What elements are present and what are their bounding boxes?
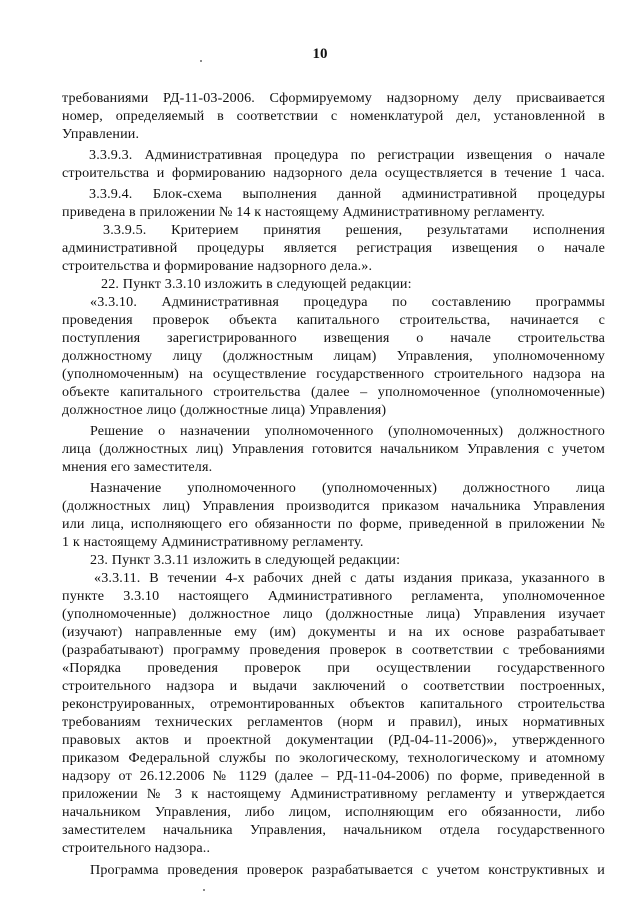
text-line: 22. Пункт 3.3.10 изложить в следующей редакции:: [101, 276, 412, 292]
text-line: административной процедуры является регистрация извещения о начале: [62, 240, 605, 256]
text-line: строительства и формированию надзорного дела осуществляется в течение 1 часа.: [62, 165, 605, 181]
text-line: строительства и формирование надзорного дела.».: [62, 258, 373, 274]
text-line: 1 к настоящему Административному регламенту.: [62, 534, 364, 550]
text-line: «Порядка проведения проверок при осуществлении государственного: [62, 660, 605, 676]
text-line: надзору от 26.12.2006 № 1129 (далее – РД-11-04-2006) по форме, приведенной в: [62, 768, 605, 784]
scan-speck: [200, 60, 202, 62]
text-line: 23. Пункт 3.3.11 изложить в следующей редакции:: [90, 552, 401, 568]
text-line: пункте 3.3.10 настоящего Административного регламента, уполномоченное: [62, 588, 605, 604]
text-line: Управлении.: [62, 126, 140, 142]
text-line: строительного надзора и выдачи заключений о соответствии построенных,: [62, 678, 605, 694]
scan-speck: [203, 889, 205, 891]
text-line: приложении № 3 к настоящему Административному регламенту и утверждается: [62, 786, 605, 802]
text-line: приведена в приложении № 14 к настоящему Административному регламенту.: [62, 204, 545, 220]
text-line: номер, определяемый в соответствии с номенклатурой дел, установленной в: [62, 108, 605, 124]
text-line: «3.3.11. В течении 4-х рабочих дней с даты издания приказа, указанного в: [94, 570, 605, 586]
text-line: 3.3.9.5. Критерием принятия решения, результатами исполнения: [103, 222, 605, 238]
text-line: проведения проверок объекта капитального строительства, начинается с: [62, 312, 605, 328]
text-line: Назначение уполномоченного (уполномоченных) должностного лица: [90, 480, 605, 496]
text-line: требованиям технических регламентов (норм и правил), иных нормативных: [62, 714, 605, 730]
text-line: поступления зарегистрированного извещения о начале строительства: [62, 330, 605, 346]
text-line: объекте капитального строительства (далее – уполномоченное (уполномоченные): [62, 384, 605, 400]
text-line: правовых актов и проектной документации (РД-04-11-2006)», утвержденного: [62, 732, 605, 748]
text-line: или лица, исполняющего его обязанности по форме, приведенной в приложении №: [62, 516, 605, 532]
text-line: должностному лицу (должностным лицам) Управления, уполномоченному: [62, 348, 605, 364]
text-line: (уполномоченным) на осуществление государственного строительного надзора на: [62, 366, 605, 382]
text-line: 3.3.9.4. Блок-схема выполнения данной административной процедуры: [89, 186, 605, 202]
text-line: строительного надзора..: [62, 840, 211, 856]
text-line: приказом Федеральной службы по экологическому, технологическому и атомному: [62, 750, 605, 766]
text-line: Программа проведения проверок разрабатывается с учетом конструктивных и: [90, 862, 605, 878]
page-number: 10: [312, 46, 328, 62]
text-line: Решение о назначении уполномоченного (уполномоченных) должностного: [90, 423, 605, 439]
text-line: «3.3.10. Административная процедура по составлению программы: [90, 294, 605, 310]
text-line: требованиями РД-11-03-2006. Сформируемому надзорному делу присваивается: [62, 90, 605, 106]
text-line: должностное лицо (должностные лица) Управления): [62, 402, 387, 418]
text-line: (изучают) направленные ему (им) документы и на их основе разрабатывает: [62, 624, 605, 640]
text-line: 3.3.9.3. Административная процедура по регистрации извещения о начале: [89, 147, 605, 163]
text-line: (должностных лиц) Управления производится приказом начальника Управления: [62, 498, 605, 514]
text-line: лица (должностных лиц) Управления готовится начальником Управления с учетом: [62, 441, 605, 457]
text-line: мнения его заместителя.: [62, 459, 213, 475]
text-line: заместителем начальника Управления, начальником отдела государственного: [62, 822, 605, 838]
text-line: (уполномоченные) должностное лицо (должностные лица) Управления изучает: [62, 606, 605, 622]
text-line: (разрабатывают) программу проведения проверок в соответствии с требованиями: [62, 642, 605, 658]
text-line: реконструированных, отремонтированных объектов капитального строительства: [62, 696, 605, 712]
text-line: начальником Управления, либо лицом, исполняющим его обязанности, либо: [62, 804, 605, 820]
